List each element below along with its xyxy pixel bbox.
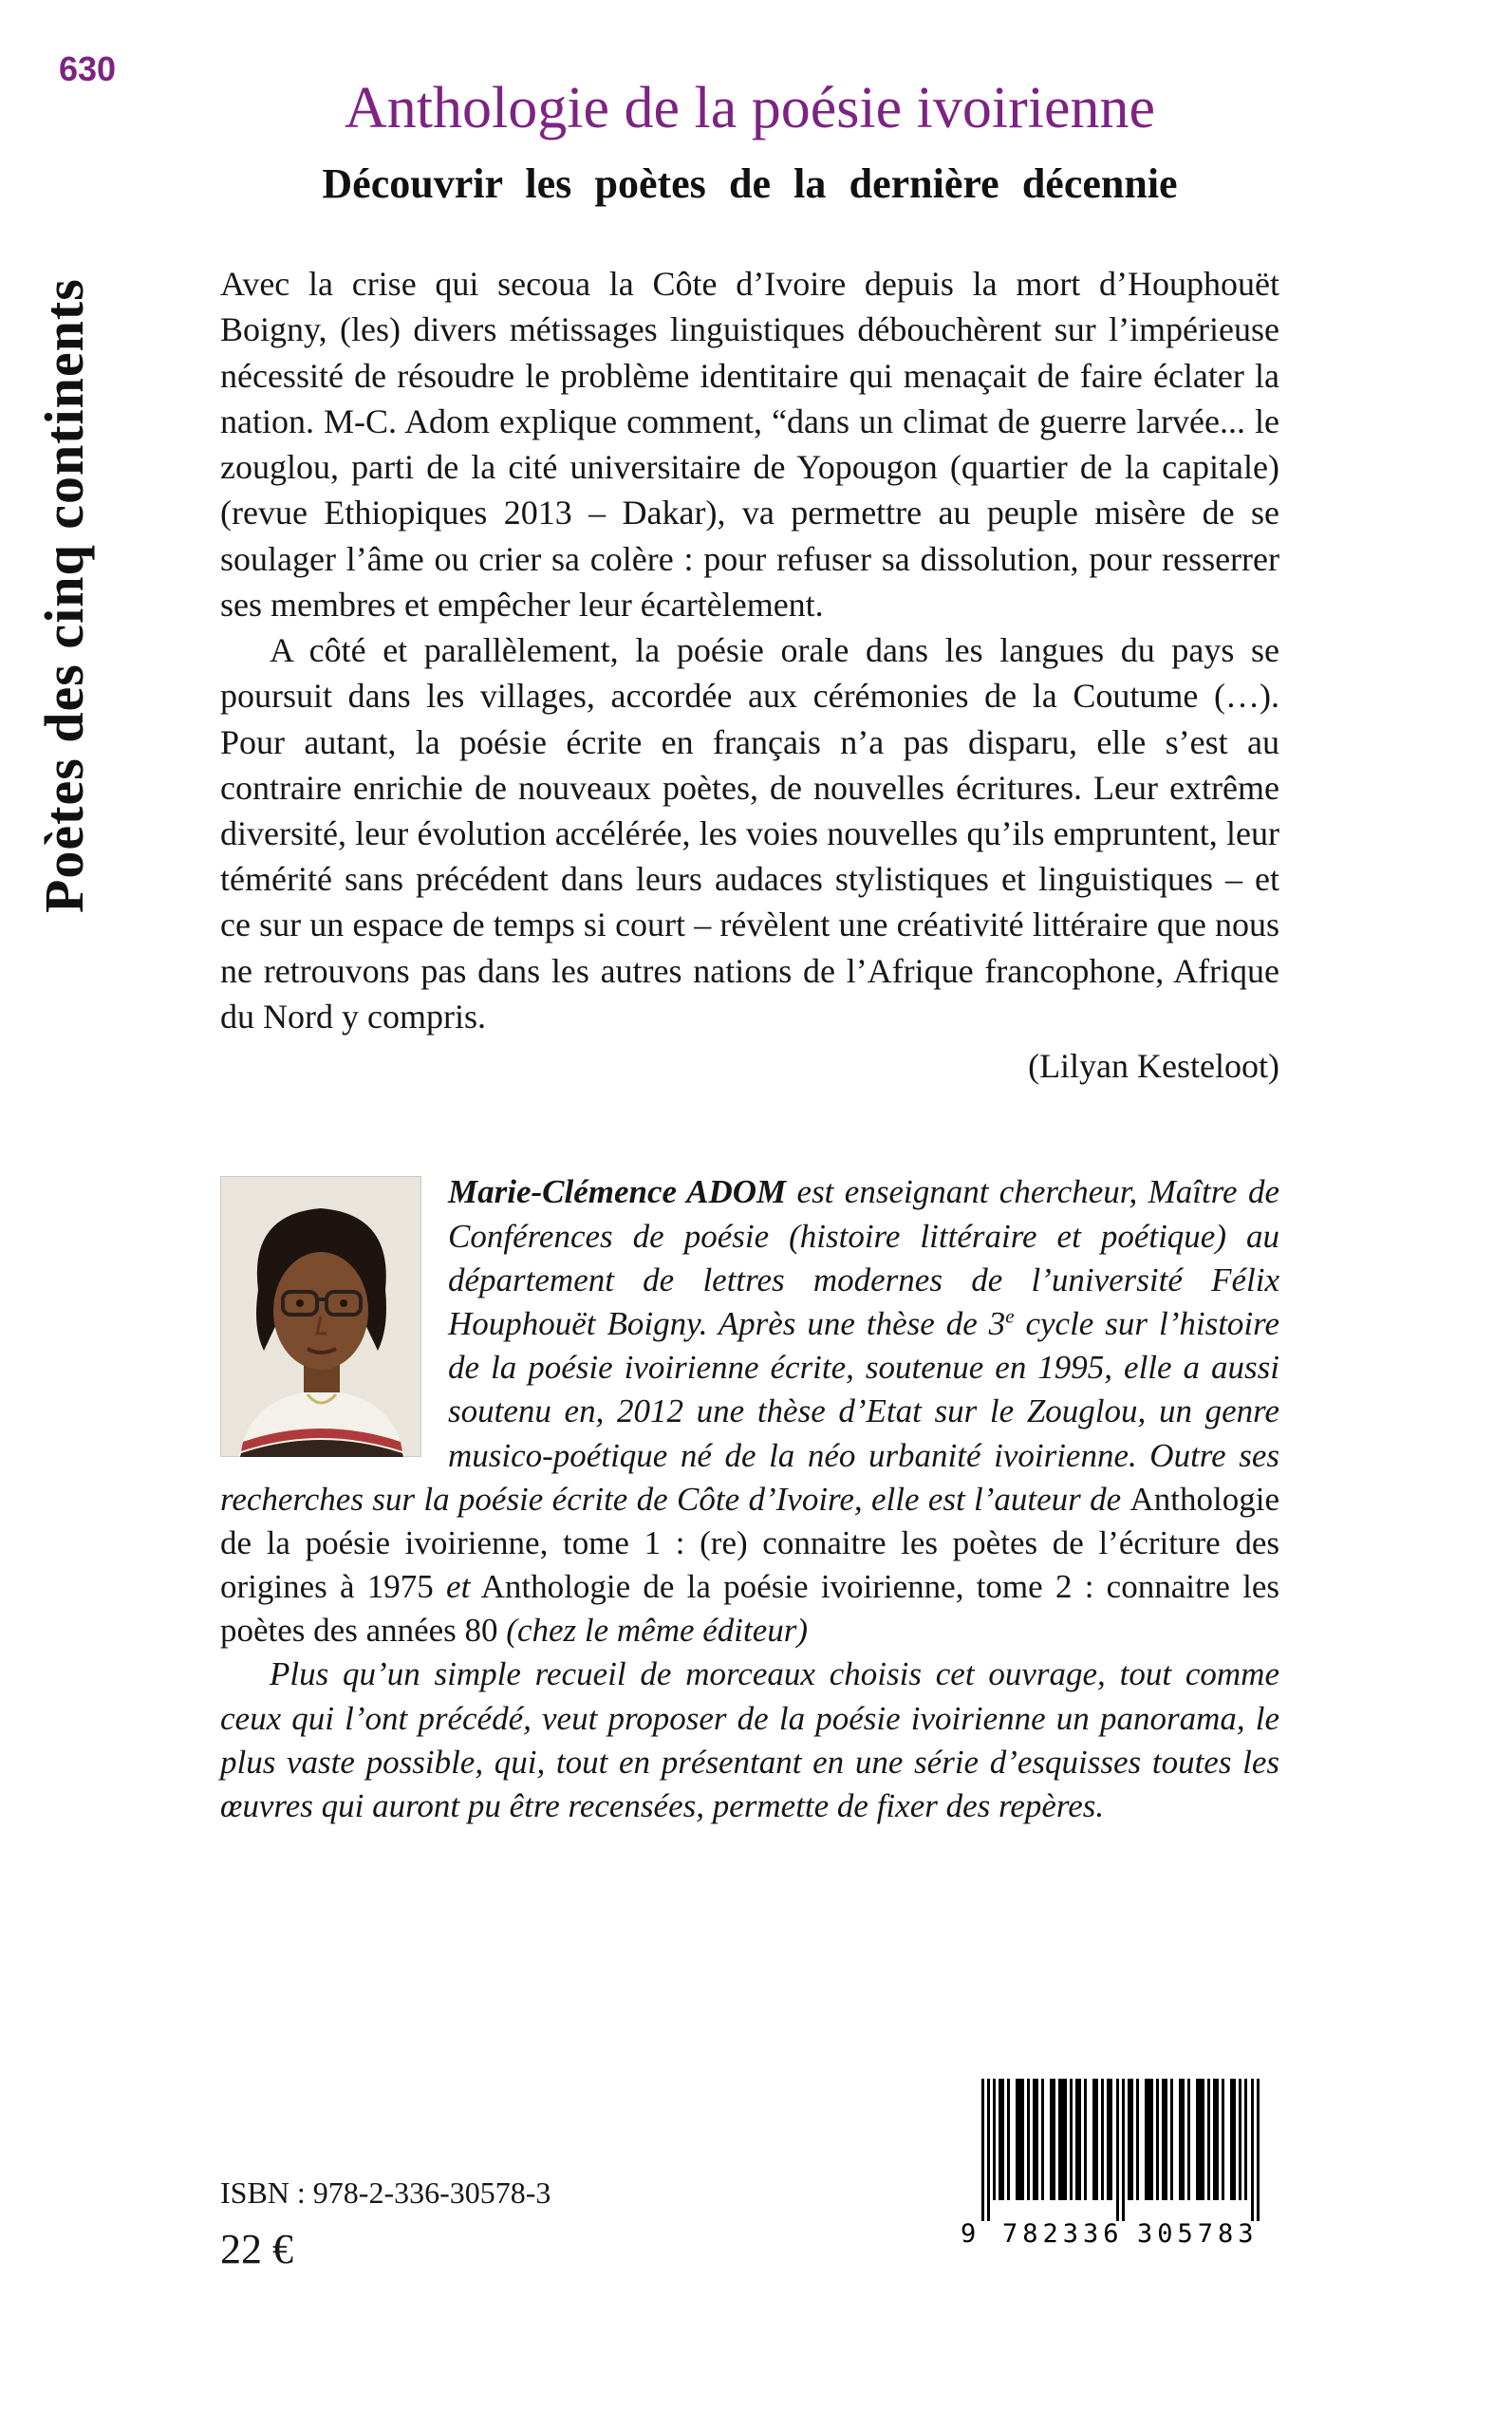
collection-number: 630: [59, 49, 117, 88]
bio-text-4: (chez le même éditeur): [506, 1612, 809, 1650]
bio-text-2: cycle sur l’histoire de la poésie ivoirienne écrite, soutenue en 1995, elle a aussi soutenu en, 2012 une thèse d’Etat sur le Zouglou, un genre musico-poétique né de la néo urbanité ivoirienne. Outre ses recherches sur la poésie écrite de Côte d’Ivoire, elle est l’auteur de: [220, 1304, 1279, 1518]
collection-title-vertical: Poètes des cinq continents: [33, 278, 95, 913]
author-bio: [220, 1170, 1279, 1828]
price: 22 €: [220, 2226, 293, 2272]
bio-paragraph-2: Plus qu’un simple recueil de morceaux choisis cet ouvrage, tout comme ceux qui l’ont précédé, veut proposer de la poésie ivoirienne un panorama, le plus vaste possible, qui, tout en présentant en une série d’esquisses toutes les œuvres qui auront pu être recensées, permette de fixer des repères.: [220, 1655, 1279, 1825]
barcode-digit-group-2: 782336: [1002, 2219, 1124, 2246]
book-title: Anthologie de la poésie ivoirienne: [345, 76, 1155, 140]
quote-attribution: (Lilyan Kesteloot): [1028, 1047, 1279, 1086]
bio-book-title-2: Anthologie de la poésie ivoirienne, tome 2 : connaitre les poètes des années 80: [220, 1568, 1280, 1650]
synopsis: [220, 261, 1279, 1089]
barcode-digit-group-1: 9: [961, 2219, 977, 2246]
synopsis-paragraph-1: Avec la crise qui secoua la Côte d’Ivoire depuis la mort d’Houphouët Boigny, (les) divers métissages linguistiques débouchèrent sur l’impérieuse nécessité de résoudre le problème identitaire qui menaçait de faire éclater la nation. M-C. Adom explique comment, “dans un climat de guerre larvée... le zouglou, parti de la cité universitaire de Yopougon (quartier de la capitale) (revue Ethiopiques 2013 – Dakar), va permettre au peuple misère de se soulager l’âme ou crier sa colère : pour refuser sa dissolution, pour resserrer ses membres et empêcher leur écartèlement.: [220, 265, 1279, 624]
bio-book-title-1: Anthologie de la poésie ivoirienne, tome 1 : (re) connaitre les poètes de l’écriture des origines à 1975: [220, 1480, 1279, 1606]
synopsis-paragraph-2: A côté et parallèlement, la poésie orale dans les langues du pays se poursuit dans les villages, accordée aux cérémonies de la Coutume (…). Pour autant, la poésie écrite en français n’a pas disparu, elle s’est au contraire enrichie de nouveaux poètes, de nouvelles écritures. Leur extrême diversité, leur évolution accélérée, les voies nouvelles qu’ils empruntent, leur témérité sans précédent dans leurs audaces stylistiques et linguistiques – et ce sur un espace de temps si court – révèlent une créativité littéraire que nous ne retrouvons pas dans les autres nations de l’Afrique francophone, Afrique du Nord y compris.: [220, 631, 1279, 1036]
main-column: [220, 76, 1279, 1828]
barcode: [961, 2079, 1270, 2246]
barcode-digit-group-3: 305783: [1137, 2219, 1259, 2246]
isbn: ISBN : 978-2-336-30578-3: [220, 2176, 551, 2210]
bio-text-1: est enseignant chercheur, Maître de Conférences de poésie (histoire littéraire et poétique) au département de lettres modernes de l’université Félix Houphouët Boigny. Après une thèse de 3: [448, 1173, 1279, 1342]
author-photo: [220, 1176, 421, 1457]
bio-paragraph-1: [220, 1170, 1279, 1653]
book-subtitle: Découvrir les poètes de la dernière décennie: [322, 160, 1178, 208]
bio-superscript: e: [1005, 1304, 1015, 1328]
bio-author-name: Marie-Clémence ADOM: [448, 1173, 787, 1211]
bio-text-3: et: [446, 1568, 471, 1606]
